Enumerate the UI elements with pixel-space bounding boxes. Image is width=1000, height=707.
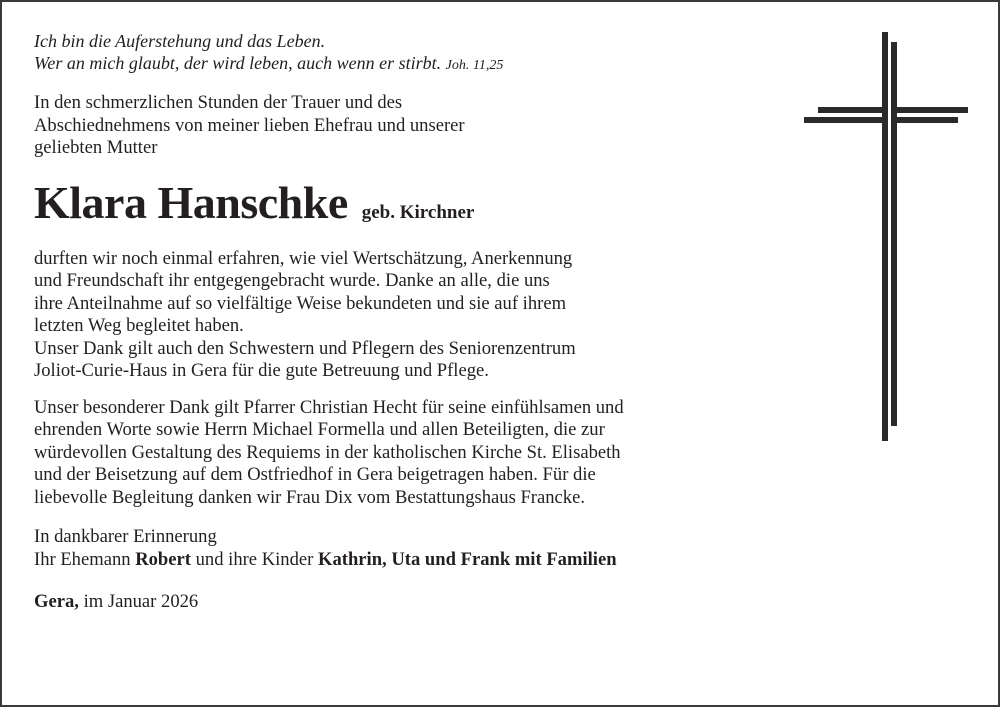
paragraph-line: letzten Weg begleitet haben. <box>34 315 244 336</box>
place: Gera, <box>34 591 79 612</box>
intro-line: In den schmerzlichen Stunden der Trauer und des <box>34 92 403 113</box>
intro-line: Abschiednehmens von meiner lieben Ehefrau und unserer <box>34 114 465 136</box>
thanks-paragraph-2 <box>34 397 794 510</box>
paragraph-line: durften wir noch einmal erfahren, wie viel Wertschätzung, Anerkennung <box>34 247 573 269</box>
cross-icon <box>800 28 975 448</box>
closing-line-1: In dankbarer Erinnerung <box>34 526 217 547</box>
intro-line: geliebten Mutter <box>34 137 158 158</box>
closing-signature <box>34 526 794 571</box>
verse-reference: Joh. 11,25 <box>445 58 504 73</box>
paragraph-line: ihre Anteilnahme auf so vielfältige Weise bekundeten und sie auf ihrem <box>34 292 567 314</box>
place-date <box>34 591 794 614</box>
paragraph-line: liebevolle Begleitung danken wir Frau Dix vom Bestattungshaus Francke. <box>34 486 585 508</box>
paragraph-line: würdevollen Gestaltung des Requiems in der katholischen Kirche St. Elisabeth <box>34 441 621 463</box>
husband-name: Robert <box>135 548 191 570</box>
deceased-name: Klara Hanschke <box>34 176 348 228</box>
cross-horizontal-lower-right <box>896 117 958 123</box>
paragraph-line: Unser Dank gilt auch den Schwestern und Pflegern des Seniorenzentrum <box>34 337 576 359</box>
paragraph-line: Unser besonderer Dank gilt Pfarrer Christian Hecht für seine einfühlsamen und <box>34 396 624 418</box>
cross-vertical-right <box>891 42 897 426</box>
place-date-line <box>34 591 794 614</box>
verse-line-2-text: Wer an mich glaubt, der wird leben, auch wenn er stirbt. <box>34 53 442 73</box>
closing-prefix: Ihr Ehemann <box>34 548 136 570</box>
verse-line-2 <box>34 52 794 77</box>
cross-horizontal-upper-left <box>818 107 883 113</box>
children-names: Kathrin, Uta und Frank mit Familien <box>318 548 617 570</box>
paragraph-line: ehrenden Worte sowie Herrn Michael Formella und allen Beteiligten, die zur <box>34 419 605 440</box>
paragraph-line: und der Beisetzung auf dem Ostfriedhof in Gera beigetragen haben. Für die <box>34 464 596 485</box>
obituary-content <box>34 30 794 614</box>
paragraph-line: und Freundschaft ihr entgegengebracht wurde. Danke an alle, die uns <box>34 270 550 291</box>
verse-line-1: Ich bin die Auferstehung und das Leben. <box>34 31 326 51</box>
cross-horizontal-lower-left <box>804 117 883 123</box>
closing-middle: und ihre Kinder <box>190 548 318 570</box>
cross-vertical-left <box>882 32 888 441</box>
deceased-name-line <box>34 175 794 231</box>
cross-horizontal-upper-right <box>896 107 968 113</box>
closing-line-2 <box>34 549 794 572</box>
maiden-name: geb. Kirchner <box>361 201 475 223</box>
bible-verse <box>34 30 794 77</box>
intro-text <box>34 92 794 160</box>
paragraph-line: Joliot-Curie-Haus in Gera für die gute Betreuung und Pflege. <box>34 360 489 381</box>
date: im Januar 2026 <box>78 591 199 612</box>
thanks-paragraph-1 <box>34 248 794 383</box>
